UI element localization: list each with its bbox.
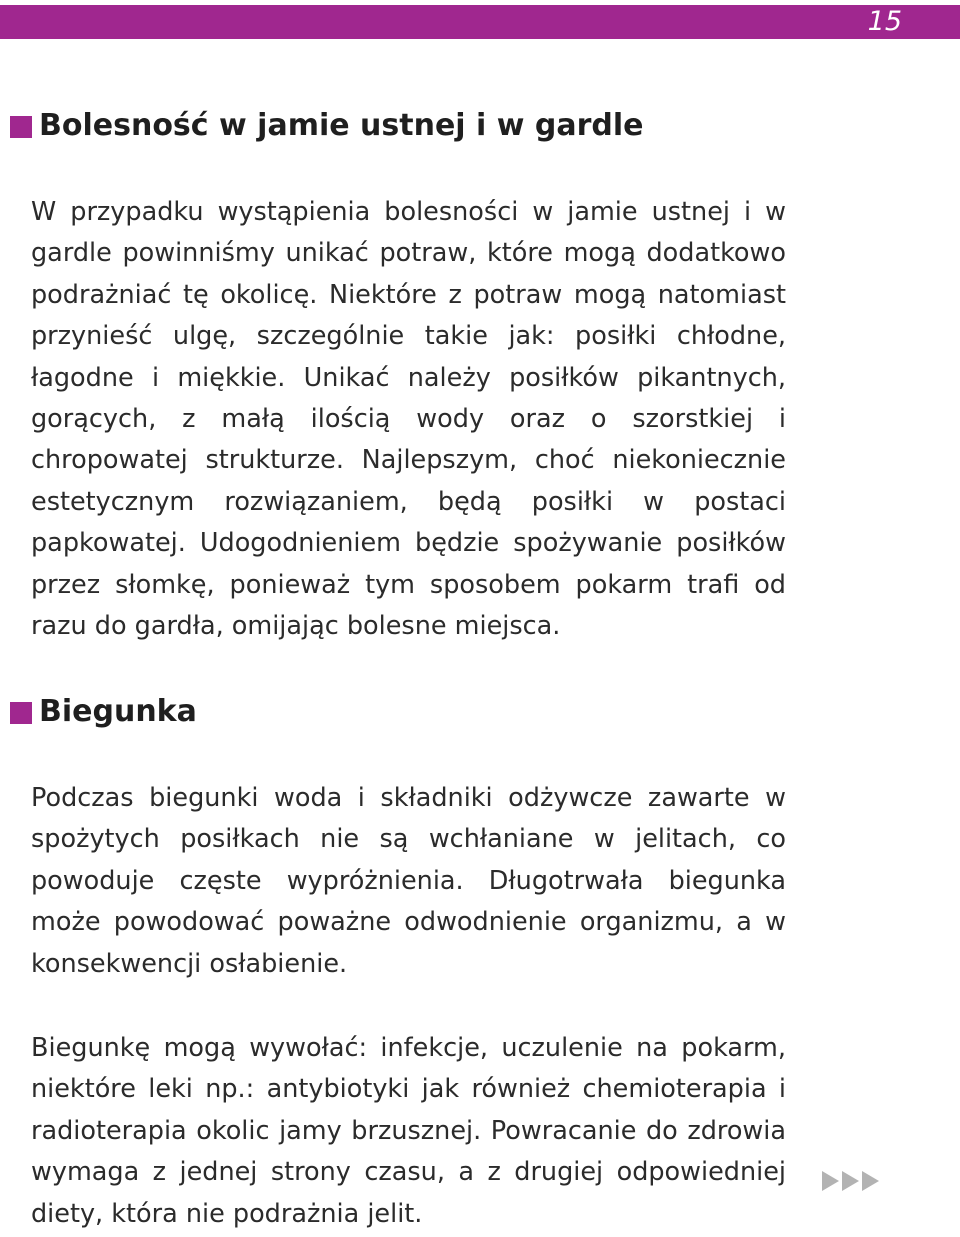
section-paragraph: Podczas biegunki woda i składniki odżywcze zawarte w spożytych posiłkach nie są wchłaniane w jelitach, co powoduje częste wypróżnienia. Długotrwała biegunka może powodować poważne odwodnienie organizmu, a w konsekwencji osłabienie. <box>31 783 786 979</box>
arrow-right-icon <box>842 1171 859 1191</box>
section-title: Bolesność w jamie ustnej i w gardle <box>39 108 644 143</box>
section-title: Biegunka <box>39 694 197 729</box>
arrow-right-icon <box>822 1171 839 1191</box>
square-bullet-icon <box>10 116 32 138</box>
section-heading-diarrhea <box>0 694 197 729</box>
next-page-arrows-icon[interactable] <box>822 1171 879 1191</box>
page-number: 15 <box>867 6 902 37</box>
section-paragraph: W przypadku wystąpienia bolesności w jamie ustnej i w gardle powinniśmy unikać potraw, które mogą dodatkowo podrażniać tę okolicę. Niektóre z potraw mogą natomiast przynieść ulgę, szczególnie takie jak: posiłki chłodne, łagodne i miękkie. Unikać należy posiłków pikantnych, gorących, z małą ilością wody oraz o szorstkiej i chropowatej strukturze. Najlepszym, choć niekoniecznie estetycznym rozwiązaniem, będą posiłki w postaci papkowatej. Udogodnieniem będzie spożywanie posiłków przez słomkę, ponieważ tym sposobem pokarm trafi od razu do gardła, omijając bolesne miejsca. <box>31 197 786 642</box>
section-paragraph: Biegunkę mogą wywołać: infekcje, uczulenie na pokarm, niektóre leki np.: antybiotyki jak również chemioterapia i radioterapia okolic jamy brzusznej. Powracanie do zdrowia wymaga z jednej strony czasu, a z drugiej odpowiedniej diety, która nie podrażnia jelit. <box>31 1033 786 1229</box>
section-heading-soreness <box>0 108 644 143</box>
arrow-right-icon <box>862 1171 879 1191</box>
square-bullet-icon <box>10 702 32 724</box>
header-bar <box>0 5 960 39</box>
